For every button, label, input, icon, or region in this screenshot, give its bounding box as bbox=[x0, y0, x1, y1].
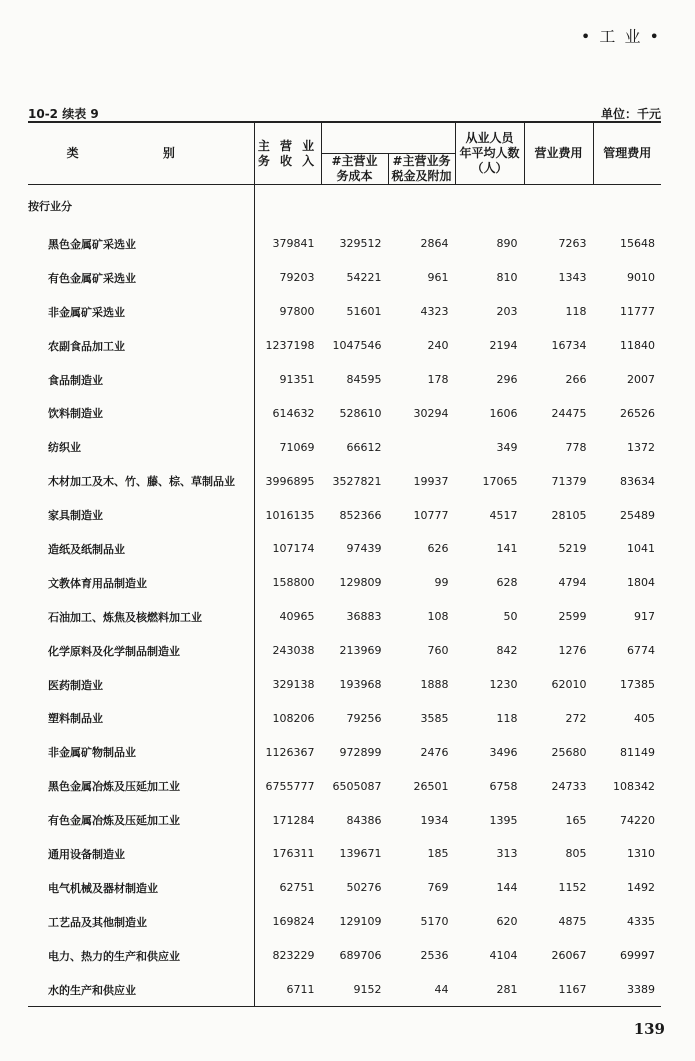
admin-expense-cell: 1372 bbox=[627, 440, 655, 454]
selling-expense-cell: 4875 bbox=[558, 915, 587, 929]
selling-expense-cell: 1152 bbox=[558, 881, 587, 895]
table-body bbox=[28, 185, 661, 1007]
selling-expense-cell: 165 bbox=[565, 813, 587, 827]
employees-cell: 349 bbox=[496, 440, 518, 454]
main-revenue-cell: 1126367 bbox=[254, 735, 321, 769]
employees-cell: 118 bbox=[496, 711, 518, 725]
employees-cell: 6758 bbox=[489, 779, 518, 793]
table-row bbox=[28, 227, 661, 261]
main-revenue-cell: 6711 bbox=[254, 973, 321, 1007]
industry-name: 饮料制造业 bbox=[48, 407, 103, 421]
table-row bbox=[28, 837, 661, 871]
table-row bbox=[28, 905, 661, 939]
selling-expense-cell: 5219 bbox=[558, 542, 587, 556]
tax-cell: 5170 bbox=[420, 915, 449, 929]
main-cost-cell: 36883 bbox=[346, 610, 382, 624]
main-cost-cell: 50276 bbox=[346, 881, 382, 895]
employees-cell: 2194 bbox=[489, 339, 518, 353]
admin-expense-cell: 11777 bbox=[620, 305, 655, 319]
table-row bbox=[28, 261, 661, 295]
admin-expense-cell: 1041 bbox=[627, 542, 655, 556]
main-revenue-cell: 176311 bbox=[254, 837, 321, 871]
main-cost-cell: 139671 bbox=[339, 847, 382, 861]
main-revenue-cell: 71069 bbox=[254, 430, 321, 464]
table-caption: 10-2 续表 9 bbox=[28, 107, 99, 121]
running-head: • 工 业 • bbox=[580, 27, 661, 46]
industry-name: 非金属矿物制品业 bbox=[48, 746, 136, 760]
employees-cell: 1606 bbox=[489, 406, 518, 420]
industry-name: 木材加工及木、竹、藤、棕、草制品业 bbox=[48, 475, 235, 489]
tax-cell: 626 bbox=[427, 542, 449, 556]
tax-cell: 3585 bbox=[420, 711, 449, 725]
tax-cell: 240 bbox=[427, 339, 449, 353]
industry-name: 医药制造业 bbox=[48, 678, 103, 692]
table-row bbox=[28, 396, 661, 430]
table-row bbox=[28, 464, 661, 498]
header-subgroup bbox=[321, 122, 455, 154]
admin-expense-cell: 9010 bbox=[627, 271, 655, 285]
admin-expense-cell: 25489 bbox=[620, 508, 655, 522]
admin-expense-cell: 3389 bbox=[593, 973, 661, 1007]
main-revenue-cell: 171284 bbox=[254, 803, 321, 837]
main-cost-cell: 9152 bbox=[321, 973, 388, 1007]
industry-name: 化学原料及化学制品制造业 bbox=[48, 644, 180, 658]
industry-name: 电力、热力的生产和供应业 bbox=[48, 949, 180, 963]
main-cost-cell: 6505087 bbox=[332, 779, 382, 793]
tax-cell: 4323 bbox=[420, 305, 449, 319]
table-row bbox=[28, 498, 661, 532]
table-row bbox=[28, 668, 661, 702]
admin-expense-cell: 1804 bbox=[627, 576, 655, 590]
employees-cell: 4104 bbox=[489, 949, 518, 963]
tax-cell: 2476 bbox=[420, 745, 449, 759]
table-row bbox=[28, 329, 661, 363]
main-cost-cell: 329512 bbox=[339, 237, 382, 251]
main-cost-cell: 97439 bbox=[346, 542, 382, 556]
main-revenue-cell: 91351 bbox=[254, 363, 321, 397]
admin-expense-cell: 4335 bbox=[627, 915, 655, 929]
industry-name: 通用设备制造业 bbox=[48, 847, 125, 861]
tax-cell bbox=[388, 430, 455, 464]
main-revenue-cell: 614632 bbox=[254, 396, 321, 430]
employees-cell: 313 bbox=[496, 847, 518, 861]
selling-expense-cell: 2599 bbox=[558, 610, 587, 624]
table-row bbox=[28, 363, 661, 397]
unit-note: 单位：千元 bbox=[600, 107, 661, 121]
main-revenue-cell: 1237198 bbox=[254, 329, 321, 363]
selling-expense-cell: 778 bbox=[565, 440, 587, 454]
main-cost-cell: 129109 bbox=[339, 915, 382, 929]
table-row bbox=[28, 295, 661, 329]
main-cost-cell: 689706 bbox=[339, 949, 382, 963]
main-revenue-cell: 97800 bbox=[254, 295, 321, 329]
employees-cell: 3496 bbox=[489, 745, 518, 759]
employees-cell: 203 bbox=[496, 305, 518, 319]
admin-expense-cell: 74220 bbox=[620, 813, 655, 827]
tax-cell: 2536 bbox=[420, 949, 449, 963]
employees-cell: 1395 bbox=[489, 813, 518, 827]
main-cost-cell: 79256 bbox=[346, 711, 382, 725]
tax-cell: 19937 bbox=[413, 474, 449, 488]
industry-name: 石油加工、炼焦及核燃料加工业 bbox=[48, 610, 202, 624]
tax-cell: 961 bbox=[427, 271, 449, 285]
industry-name: 有色金属冶炼及压延加工业 bbox=[48, 814, 180, 828]
tax-cell: 99 bbox=[434, 576, 449, 590]
main-cost-cell: 528610 bbox=[339, 406, 382, 420]
tax-cell: 760 bbox=[427, 644, 449, 658]
main-revenue-cell: 107174 bbox=[254, 532, 321, 566]
selling-expense-cell: 24733 bbox=[551, 779, 587, 793]
table-row bbox=[28, 769, 661, 803]
employees-cell: 296 bbox=[496, 373, 518, 386]
header-main-cost: #主营业 务成本 bbox=[321, 154, 388, 185]
tax-cell: 26501 bbox=[413, 779, 449, 793]
admin-expense-cell: 917 bbox=[634, 610, 655, 624]
main-cost-cell: 213969 bbox=[339, 644, 382, 658]
admin-expense-cell: 11840 bbox=[620, 339, 655, 353]
tax-cell: 1934 bbox=[420, 813, 449, 827]
main-revenue-cell: 6755777 bbox=[254, 769, 321, 803]
header-tax: #主营业务 税金及附加 bbox=[388, 154, 455, 185]
page-number: 139 bbox=[633, 1020, 665, 1038]
employees-cell: 620 bbox=[496, 915, 518, 929]
selling-expense-cell: 272 bbox=[565, 711, 587, 725]
employees-cell: 628 bbox=[496, 576, 518, 590]
selling-expense-cell: 1343 bbox=[558, 271, 587, 285]
main-cost-cell: 1047546 bbox=[332, 339, 382, 353]
industry-name: 有色金属矿采选业 bbox=[48, 271, 136, 285]
main-revenue-cell: 329138 bbox=[254, 668, 321, 702]
tax-cell: 178 bbox=[427, 373, 449, 386]
table-row bbox=[28, 939, 661, 973]
admin-expense-cell: 108342 bbox=[613, 779, 655, 793]
employees-cell: 50 bbox=[503, 610, 518, 624]
selling-expense-cell: 16734 bbox=[551, 339, 587, 353]
main-revenue-cell: 169824 bbox=[254, 905, 321, 939]
industry-name: 工艺品及其他制造业 bbox=[48, 915, 147, 929]
employees-cell: 4517 bbox=[489, 508, 518, 522]
industry-name: 黑色金属矿采选业 bbox=[48, 237, 136, 251]
table-row bbox=[28, 600, 661, 634]
main-revenue-cell: 3996895 bbox=[254, 464, 321, 498]
main-cost-cell: 66612 bbox=[346, 440, 382, 454]
table-row bbox=[28, 735, 661, 769]
industry-name: 文教体育用品制造业 bbox=[48, 576, 147, 590]
table-row bbox=[28, 566, 661, 600]
table-row bbox=[28, 634, 661, 668]
main-cost-cell: 84595 bbox=[346, 373, 382, 386]
header-employees: 从业人员 年平均人数 （人） bbox=[455, 122, 524, 185]
header-main-revenue: 主 营 业 务 收 入 bbox=[254, 122, 321, 185]
selling-expense-cell: 266 bbox=[565, 373, 587, 386]
admin-expense-cell: 83634 bbox=[620, 474, 655, 488]
admin-expense-cell: 2007 bbox=[627, 373, 655, 386]
table-row bbox=[28, 430, 661, 464]
main-revenue-cell: 379841 bbox=[254, 227, 321, 261]
header-selling-expense: 营业费用 bbox=[524, 122, 593, 185]
admin-expense-cell: 69997 bbox=[620, 949, 655, 963]
industry-finance-table bbox=[28, 121, 661, 1007]
main-cost-cell: 54221 bbox=[346, 271, 382, 285]
industry-name: 农副食品加工业 bbox=[48, 339, 125, 353]
selling-expense-cell: 118 bbox=[565, 305, 587, 319]
tax-cell: 10777 bbox=[413, 508, 449, 522]
selling-expense-cell: 805 bbox=[565, 847, 587, 861]
industry-name: 食品制造业 bbox=[48, 373, 103, 387]
selling-expense-cell: 71379 bbox=[551, 474, 587, 488]
table-row bbox=[28, 803, 661, 837]
employees-cell: 281 bbox=[455, 973, 524, 1007]
selling-expense-cell: 62010 bbox=[551, 678, 587, 692]
admin-expense-cell: 17385 bbox=[620, 678, 655, 692]
tax-cell: 108 bbox=[427, 610, 449, 624]
section-row bbox=[28, 185, 661, 228]
tax-cell: 2864 bbox=[420, 237, 449, 251]
employees-cell: 810 bbox=[496, 271, 518, 285]
employees-cell: 141 bbox=[496, 542, 518, 556]
table-row bbox=[28, 973, 661, 1007]
industry-name: 黑色金属冶炼及压延加工业 bbox=[48, 780, 180, 794]
main-revenue-cell: 62751 bbox=[254, 871, 321, 905]
main-revenue-cell: 243038 bbox=[254, 634, 321, 668]
main-cost-cell: 129809 bbox=[339, 576, 382, 590]
selling-expense-cell: 25680 bbox=[551, 745, 587, 759]
table-row bbox=[28, 532, 661, 566]
tax-cell: 44 bbox=[388, 973, 455, 1007]
table-header bbox=[28, 122, 661, 185]
selling-expense-cell: 24475 bbox=[551, 406, 587, 420]
main-revenue-cell: 1016135 bbox=[254, 498, 321, 532]
industry-name: 非金属矿采选业 bbox=[48, 305, 125, 319]
main-revenue-cell: 108206 bbox=[254, 701, 321, 735]
main-cost-cell: 51601 bbox=[346, 305, 382, 319]
main-revenue-cell: 79203 bbox=[254, 261, 321, 295]
main-revenue-cell: 40965 bbox=[254, 600, 321, 634]
admin-expense-cell: 15648 bbox=[620, 237, 655, 251]
main-revenue-cell: 158800 bbox=[254, 566, 321, 600]
tax-cell: 185 bbox=[427, 847, 449, 861]
admin-expense-cell: 26526 bbox=[620, 406, 655, 420]
selling-expense-cell: 1276 bbox=[558, 644, 587, 658]
selling-expense-cell: 7263 bbox=[558, 237, 587, 251]
employees-cell: 890 bbox=[496, 237, 518, 251]
header-admin-expense: 管理费用 bbox=[593, 122, 661, 185]
industry-name: 水的生产和供应业 bbox=[28, 973, 254, 1007]
admin-expense-cell: 405 bbox=[634, 711, 655, 725]
main-cost-cell: 3527821 bbox=[332, 474, 382, 488]
employees-cell: 1230 bbox=[489, 678, 518, 692]
industry-name: 塑料制品业 bbox=[48, 712, 103, 726]
admin-expense-cell: 81149 bbox=[620, 745, 655, 759]
selling-expense-cell: 1167 bbox=[524, 973, 593, 1007]
main-cost-cell: 972899 bbox=[339, 745, 382, 759]
main-cost-cell: 852366 bbox=[339, 508, 382, 522]
industry-name: 家具制造业 bbox=[48, 509, 103, 523]
employees-cell: 144 bbox=[496, 881, 518, 895]
main-cost-cell: 84386 bbox=[346, 813, 382, 827]
selling-expense-cell: 4794 bbox=[558, 576, 587, 590]
admin-expense-cell: 1492 bbox=[627, 881, 655, 895]
table-row bbox=[28, 701, 661, 735]
industry-name: 纺织业 bbox=[48, 441, 81, 455]
selling-expense-cell: 28105 bbox=[551, 508, 587, 522]
section-label: 按行业分 bbox=[28, 200, 72, 213]
tax-cell: 769 bbox=[427, 881, 449, 895]
admin-expense-cell: 1310 bbox=[627, 847, 655, 861]
employees-cell: 17065 bbox=[482, 474, 518, 488]
admin-expense-cell: 6774 bbox=[627, 644, 655, 658]
tax-cell: 30294 bbox=[413, 406, 449, 420]
table-row bbox=[28, 871, 661, 905]
tax-cell: 1888 bbox=[420, 678, 449, 692]
header-category: 类 别 bbox=[28, 122, 254, 185]
main-revenue-cell: 823229 bbox=[254, 939, 321, 973]
employees-cell: 842 bbox=[496, 644, 518, 658]
main-cost-cell: 193968 bbox=[339, 678, 382, 692]
selling-expense-cell: 26067 bbox=[551, 949, 587, 963]
industry-name: 造纸及纸制品业 bbox=[48, 542, 125, 556]
industry-name: 电气机械及器材制造业 bbox=[48, 881, 158, 895]
